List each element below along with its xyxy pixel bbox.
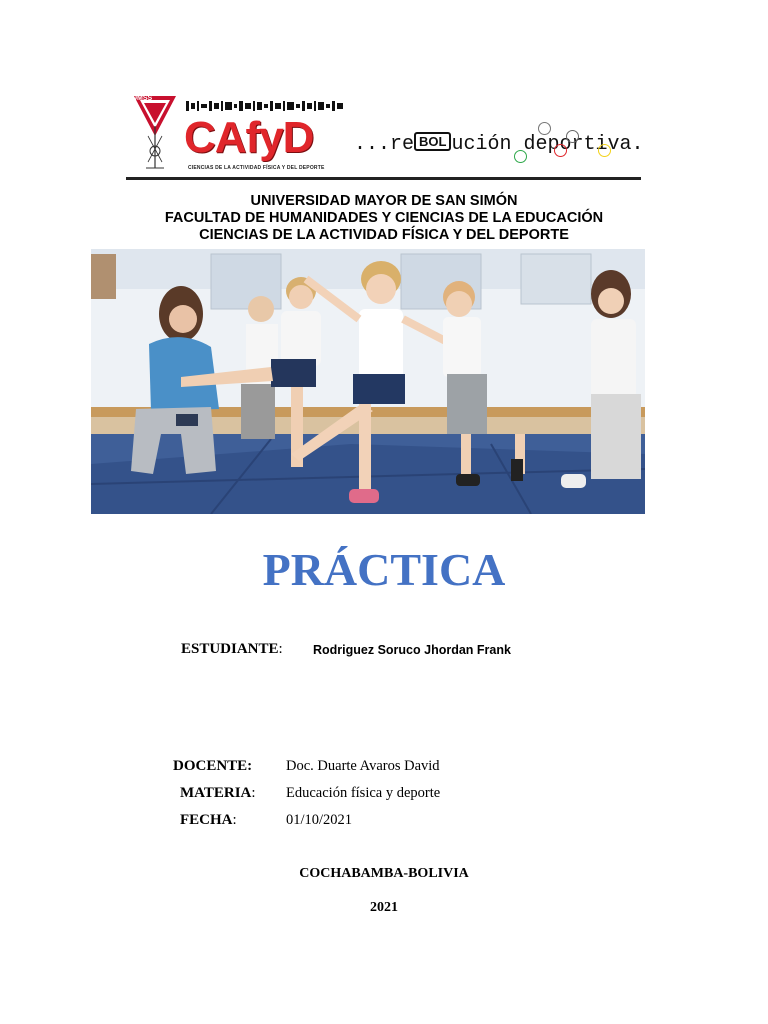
materia-label — [180, 785, 256, 802]
children-exercise-photo — [91, 249, 645, 514]
fecha-label-text: FECHA — [180, 812, 233, 828]
student-label-text: ESTUDIANTE — [181, 641, 279, 657]
olympic-ring-icon — [554, 144, 567, 157]
faculty-name: FACULTAD DE HUMANIDADES Y CIENCIAS DE LA EDUCACIÓN — [164, 210, 604, 226]
year: 2021 — [370, 900, 398, 915]
materia-value: Educación física y deporte — [286, 785, 441, 801]
student-label-colon: : — [278, 641, 283, 657]
student-name: Rodriguez Soruco Jhordan Frank — [313, 643, 511, 657]
fecha-label — [180, 812, 237, 829]
slogan-box: BOL — [414, 132, 451, 151]
umss-shield-icon — [134, 96, 176, 174]
header-banner — [126, 92, 644, 180]
olympic-ring-icon — [538, 122, 551, 135]
fecha-label-colon: : — [232, 812, 237, 828]
cafyd-logo-text: CAfyD — [184, 113, 314, 162]
docente-value: Doc. Duarte Avaros David — [286, 758, 440, 774]
fecha-value: 01/10/2021 — [286, 812, 353, 828]
slogan-part-1: ...re — [354, 133, 415, 156]
document-title: PRÁCTICA — [262, 544, 506, 595]
cafyd-logo-subtitle: CIENCIAS DE LA ACTIVIDAD FÍSICA Y DEL DEPORTE — [188, 165, 325, 171]
career-name: CIENCIAS DE LA ACTIVIDAD FÍSICA Y DEL DEPORTE — [199, 227, 569, 243]
university-name: UNIVERSIDAD MAYOR DE SAN SIMÓN — [250, 193, 518, 209]
umss-label: UMSS — [132, 95, 153, 102]
olympic-ring-icon — [514, 150, 527, 163]
materia-label-text: MATERIA — [180, 785, 252, 801]
materia-label-colon: : — [251, 785, 256, 801]
docente-label: DOCENTE: — [173, 758, 253, 774]
slogan-part-2: ución deportiva. — [451, 133, 644, 156]
olympic-ring-icon — [598, 144, 611, 157]
place: COCHABAMBA-BOLIVIA — [299, 866, 469, 881]
banner-pattern-decoration — [186, 98, 346, 114]
olympic-ring-icon — [566, 130, 579, 143]
student-label — [181, 641, 283, 658]
